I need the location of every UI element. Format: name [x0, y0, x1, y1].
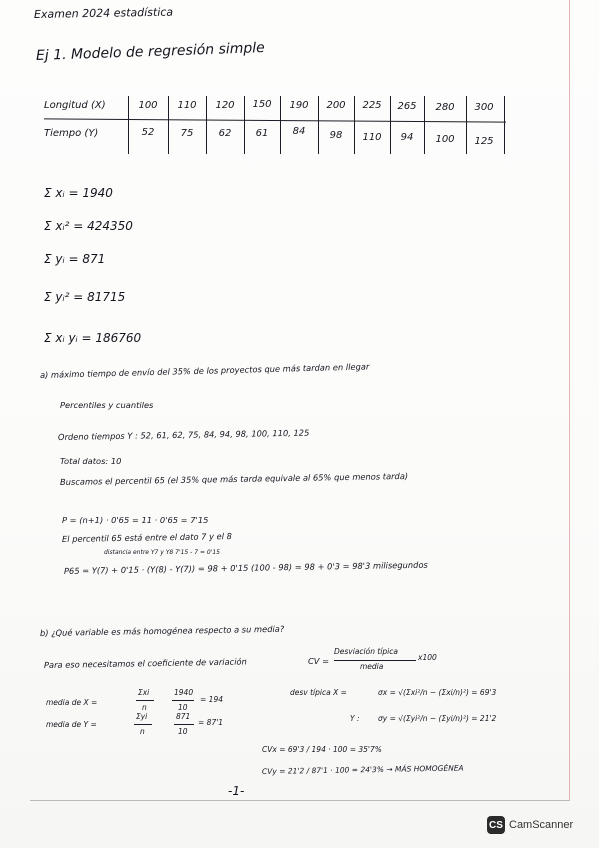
percentiles-heading: Percentiles y cuantiles — [60, 400, 154, 410]
table-cell-x: 110 — [177, 100, 197, 111]
camscanner-text: CamScanner — [509, 819, 574, 831]
table-cell-x: 150 — [252, 99, 272, 110]
table-cell-x: 120 — [215, 100, 235, 111]
page-margin-line — [569, 0, 570, 800]
table-cell-x: 300 — [474, 102, 494, 113]
camscanner-watermark — [487, 815, 573, 835]
variation-coefficient-intro: Para eso necesitamos el coeficiente de variación — [43, 656, 247, 670]
exercise-heading: Ej 1. Modelo de regresión simple — [35, 40, 266, 64]
percentile-result: P65 = Y(7) + 0'15 · (Y(8) - Y(7)) = 98 + 0'15 (100 - 98) = 98 + 0'3 = 98'3 milisegundos — [63, 559, 428, 576]
mean-x-numerator-value: 1940 — [174, 688, 194, 697]
part-b-question: b) ¿Qué variable es más homogénea respecto a su media? — [39, 623, 285, 638]
mean-y-numerator-value: 871 — [176, 712, 191, 721]
data-table — [38, 92, 508, 156]
mean-y-label: media de Y = — [46, 720, 97, 729]
total-data: Total datos: 10 — [60, 456, 122, 466]
table-cell-y: 61 — [255, 128, 269, 139]
cv-label: CV = — [308, 656, 330, 666]
table-cell-x: 100 — [138, 100, 158, 111]
row-label-y: Tiempo (Y) — [44, 128, 99, 139]
table-cell-y: 100 — [435, 134, 455, 145]
cv-denominator: media — [360, 662, 384, 671]
page-number: -1- — [228, 784, 245, 798]
table-cell-x: 225 — [362, 100, 382, 111]
sum-x-squared: Σ xᵢ² = 424350 — [44, 219, 133, 233]
part-a-question: a) máximo tiempo de envío del 35% de los proyectos que más tardan en llegar — [39, 361, 370, 380]
percentile-between: El percentil 65 está entre el dato 7 y el 8 — [61, 531, 232, 544]
sum-x: Σ xᵢ = 1940 — [44, 186, 113, 200]
table-cell-y: 52 — [141, 127, 155, 138]
percentile-position: P = (n+1) · 0'65 = 11 · 0'65 = 7'15 — [62, 515, 209, 525]
mean-x-numerator: Σxi — [138, 688, 150, 697]
mean-y-denominator-value: 10 — [178, 727, 188, 736]
std-dev-y-formula: σy = √(Σyi²/n − (Σyi/n)²) = 21'2 — [378, 714, 497, 723]
table-divider — [44, 118, 506, 122]
fraction-bar — [172, 700, 194, 701]
ordered-times: Ordeno tiempos Y : 52, 61, 62, 75, 84, 94, 98, 100, 110, 125 — [57, 427, 310, 442]
fraction-bar — [136, 700, 154, 701]
table-cell-x: 190 — [289, 100, 309, 111]
table-cell-y: 98 — [329, 130, 343, 141]
table-cell-y: 125 — [474, 136, 494, 147]
sum-y: Σ yᵢ = 871 — [44, 252, 106, 266]
table-cell-y: 75 — [180, 128, 194, 139]
std-dev-x-label: desv típica X = — [290, 688, 347, 697]
camscanner-logo-icon: CS — [487, 816, 505, 834]
cv-x-result: CVx = 69'3 / 194 · 100 = 35'7% — [262, 745, 382, 754]
fraction-bar — [134, 724, 152, 725]
table-cell-y: 94 — [400, 132, 414, 143]
sum-y-squared: Σ yᵢ² = 81715 — [44, 290, 126, 304]
distance-note: distancia entre Y7 y Y8 7'15 - 7 = 0'15 — [104, 549, 220, 556]
mean-x-denominator-value: 10 — [178, 703, 188, 712]
fraction-bar — [334, 660, 416, 661]
cv-numerator: Desviación típica — [334, 647, 398, 656]
std-dev-y-label: Y : — [350, 714, 360, 723]
table-cell-y: 84 — [292, 126, 306, 137]
page-bottom-edge — [30, 800, 570, 801]
table-cell-y: 62 — [218, 128, 232, 139]
table-column-line — [504, 96, 505, 154]
row-label-x: Longitud (X) — [44, 100, 106, 111]
mean-y-denominator: n — [140, 727, 145, 736]
mean-x-denominator: n — [142, 703, 147, 712]
table-cell-x: 265 — [397, 101, 417, 112]
fraction-bar — [174, 724, 194, 725]
table-cell-y: 110 — [362, 132, 382, 143]
mean-y-result: = 87'1 — [198, 718, 224, 727]
cv-times: x100 — [418, 653, 437, 662]
table-cell-x: 200 — [326, 100, 346, 111]
mean-y-numerator: Σyi — [136, 712, 148, 721]
search-percentile: Buscamos el percentil 65 (el 35% que más tarda equivale al 65% que menos tarda) — [59, 470, 409, 487]
mean-x-label: media de X = — [46, 698, 98, 707]
exam-title: Examen 2024 estadística — [33, 5, 174, 21]
std-dev-x-formula: σx = √(Σxi²/n − (Σxi/n)²) = 69'3 — [378, 688, 497, 697]
mean-x-result: = 194 — [200, 695, 223, 704]
table-cell-x: 280 — [435, 102, 455, 113]
sum-xy: Σ xᵢ yᵢ = 186760 — [44, 331, 142, 345]
cv-y-result: CVy = 21'2 / 87'1 · 100 = 24'3% → MÁS HOMOGÉNEA — [261, 763, 464, 776]
